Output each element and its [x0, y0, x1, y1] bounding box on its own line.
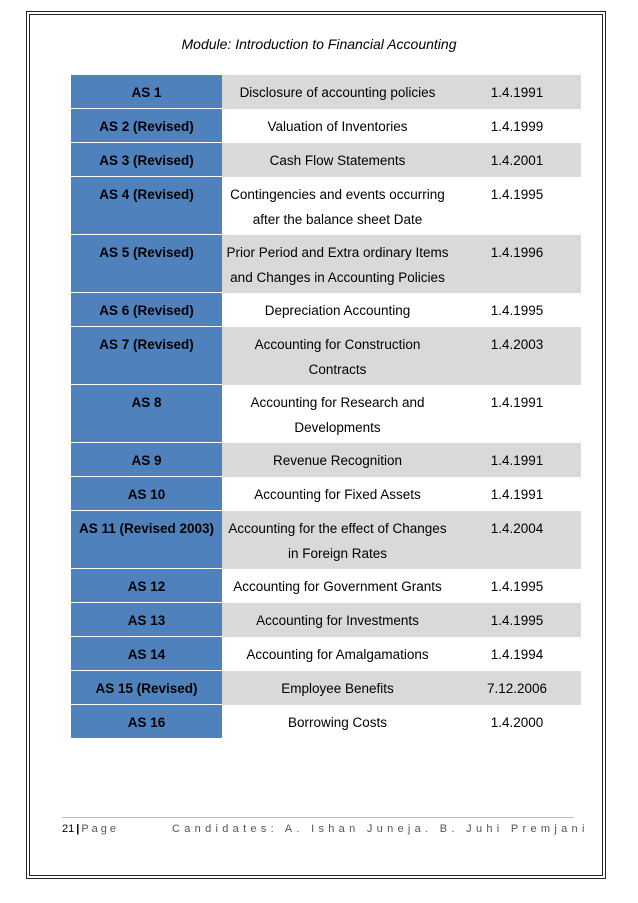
- table-row: [71, 177, 581, 235]
- title-cell: Accounting for the effect of Changes in Foreign Rates: [222, 511, 453, 569]
- page-footer: [62, 823, 589, 835]
- date-cell: 1.4.1996: [453, 235, 581, 293]
- date-cell: 1.4.1991: [453, 477, 581, 511]
- title-cell: Disclosure of accounting policies: [222, 75, 453, 109]
- date-cell: 1.4.1994: [453, 637, 581, 671]
- standard-cell: AS 4 (Revised): [71, 177, 222, 235]
- date-cell: 1.4.2003: [453, 327, 581, 385]
- table-row: [71, 235, 581, 293]
- title-cell: Accounting for Research and Developments: [222, 385, 453, 443]
- standard-cell: AS 8: [71, 385, 222, 443]
- title-cell: Accounting for Government Grants: [222, 569, 453, 603]
- standard-cell: AS 10: [71, 477, 222, 511]
- standard-cell: AS 13: [71, 603, 222, 637]
- table-row: [71, 705, 581, 738]
- module-title: Module: Introduction to Financial Accounting: [181, 36, 457, 52]
- date-cell: 1.4.1995: [453, 293, 581, 327]
- accounting-standards-table-body: [71, 75, 581, 738]
- accounting-standards-table: [71, 75, 581, 738]
- standard-cell: AS 7 (Revised): [71, 327, 222, 385]
- title-cell: Accounting for Construction Contracts: [222, 327, 453, 385]
- title-cell: Accounting for Amalgamations: [222, 637, 453, 671]
- table-row: [71, 143, 581, 177]
- table-row: [71, 637, 581, 671]
- title-cell: Cash Flow Statements: [222, 143, 453, 177]
- date-cell: 7.12.2006: [453, 671, 581, 705]
- standard-cell: AS 14: [71, 637, 222, 671]
- table-row: [71, 477, 581, 511]
- date-cell: 1.4.1991: [453, 75, 581, 109]
- standard-cell: AS 3 (Revised): [71, 143, 222, 177]
- standard-cell: AS 11 (Revised 2003): [71, 511, 222, 569]
- table-row: [71, 671, 581, 705]
- title-cell: Accounting for Fixed Assets: [222, 477, 453, 511]
- page-label: Page: [81, 823, 120, 835]
- standard-cell: AS 12: [71, 569, 222, 603]
- table-row: [71, 511, 581, 569]
- date-cell: 1.4.2004: [453, 511, 581, 569]
- title-cell: Accounting for Investments: [222, 603, 453, 637]
- date-cell: 1.4.1995: [453, 603, 581, 637]
- table-row: [71, 75, 581, 109]
- title-cell: Prior Period and Extra ordinary Items and Changes in Accounting Policies: [222, 235, 453, 293]
- date-cell: 1.4.1991: [453, 443, 581, 477]
- date-cell: 1.4.1995: [453, 569, 581, 603]
- date-cell: 1.4.2001: [453, 143, 581, 177]
- title-cell: Contingencies and events occurring after the balance sheet Date: [222, 177, 453, 235]
- title-cell: Revenue Recognition: [222, 443, 453, 477]
- date-cell: 1.4.2000: [453, 705, 581, 738]
- standard-cell: AS 6 (Revised): [71, 293, 222, 327]
- table-row: [71, 385, 581, 443]
- table-row: [71, 327, 581, 385]
- table-row: [71, 109, 581, 143]
- date-cell: 1.4.1995: [453, 177, 581, 235]
- title-cell: Depreciation Accounting: [222, 293, 453, 327]
- date-cell: 1.4.1991: [453, 385, 581, 443]
- page-number: 21: [62, 823, 75, 835]
- table-row: [71, 569, 581, 603]
- standard-cell: AS 16: [71, 705, 222, 738]
- table-row: [71, 603, 581, 637]
- standard-cell: AS 9: [71, 443, 222, 477]
- footer-separator: |: [76, 823, 80, 835]
- table-row: [71, 293, 581, 327]
- title-cell: Borrowing Costs: [222, 705, 453, 738]
- footer-divider: [62, 817, 574, 818]
- standard-cell: AS 1: [71, 75, 222, 109]
- title-cell: Employee Benefits: [222, 671, 453, 705]
- date-cell: 1.4.1999: [453, 109, 581, 143]
- table-row: [71, 443, 581, 477]
- candidates-line: Candidates: A. Ishan Juneja. B. Juhi Premjani: [172, 823, 589, 835]
- standard-cell: AS 2 (Revised): [71, 109, 222, 143]
- title-cell: Valuation of Inventories: [222, 109, 453, 143]
- standard-cell: AS 5 (Revised): [71, 235, 222, 293]
- standard-cell: AS 15 (Revised): [71, 671, 222, 705]
